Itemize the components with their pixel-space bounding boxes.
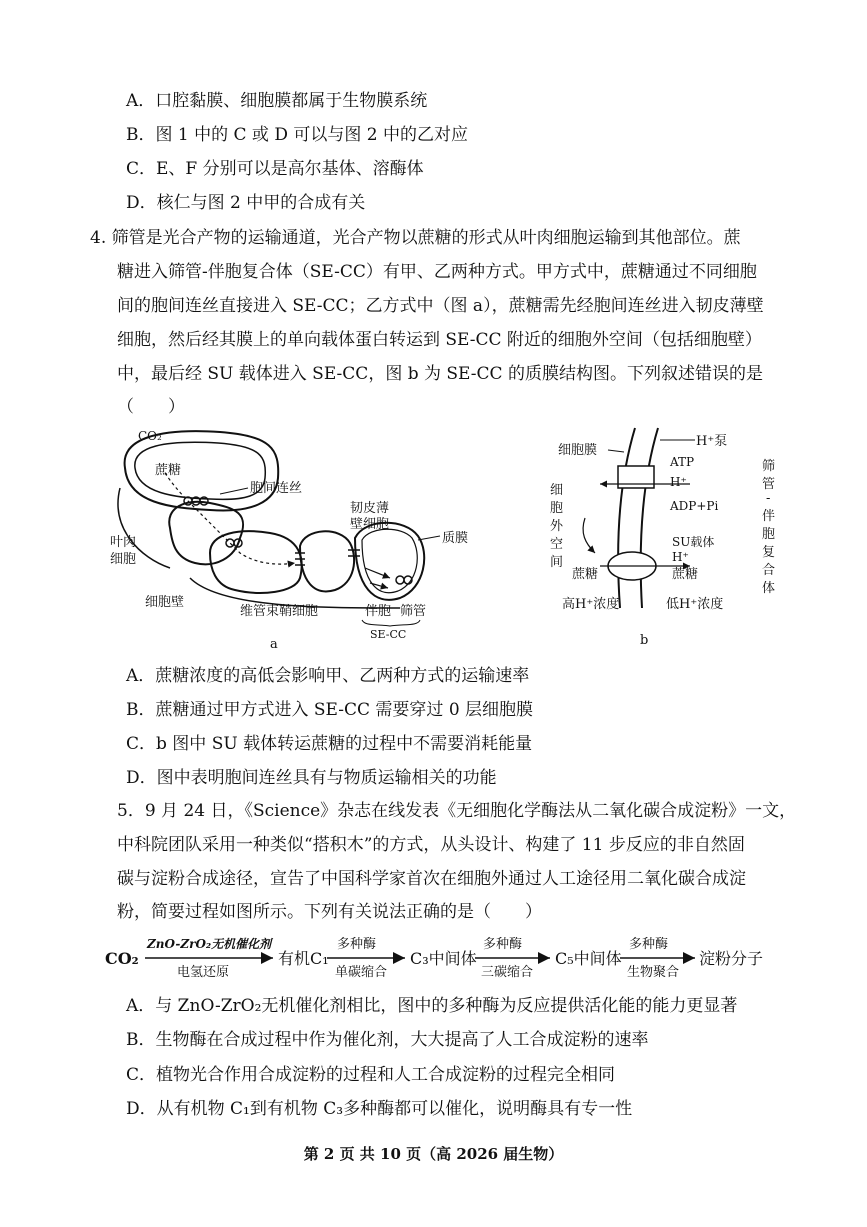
pathway-co2: CO₂ xyxy=(105,949,139,968)
label-complex-2: 管 xyxy=(762,477,776,492)
q5-option-c: C．植物光合作用合成淀粉的过程和人工合成淀粉的过程完全相同 xyxy=(126,1065,616,1085)
label-sieve-tube: 筛管 xyxy=(400,604,427,619)
q4-option-d: D．图中表明胞间连丝具有与物质运输相关的功能 xyxy=(126,768,497,788)
label-se-cc: SE-CC xyxy=(370,628,407,641)
label-extracellular-2: 胞 xyxy=(550,501,564,516)
q5-stem-line-1: 5．9 月 24 日，《Science》杂志在线发表《无细胞化学酶法从二氧化碳合成淀粉》一文， xyxy=(117,801,797,821)
q4-stem-line-2: 糖进入筛管-伴胞复合体（SE-CC）有甲、乙两种方式。甲方式中，蔗糖通过不同细胞 xyxy=(117,262,757,282)
label-cell-membrane: 细胞膜 xyxy=(558,443,598,458)
label-extracellular-4: 空 xyxy=(550,537,564,552)
label-adp: ADP+Pi xyxy=(670,499,719,513)
label-extracellular-5: 间 xyxy=(550,555,564,570)
q5-stem-line-2: 中科院团队采用一种类似“搭积木”的方式，从头设计、构建了 11 步反应的非自然固 xyxy=(117,835,745,855)
pathway-c1: 有机C₁ xyxy=(278,949,329,968)
q5-option-d: D．从有机物 C₁到有机物 C₃多种酶都可以催化，说明酶具有专一性 xyxy=(126,1099,633,1119)
q4-stem-line-4: 细胞，然后经其膜上的单向载体蛋白转运到 SE-CC 附近的细胞外空间（包括细胞壁） xyxy=(117,330,762,350)
q5-stem-line-4: 粉，简要过程如图所示。下列有关说法正确的是（ ） xyxy=(117,902,542,922)
label-complex-1: 筛 xyxy=(762,459,776,474)
q5-option-b: B．生物酶在合成过程中作为催化剂，大大提高了人工合成淀粉的速率 xyxy=(126,1030,649,1050)
label-complex-8: 体 xyxy=(762,581,776,596)
label-high-h: 高H⁺浓度 xyxy=(562,597,620,612)
label-companion: 伴胞 xyxy=(365,604,392,619)
q3-option-b: B．图 1 中的 C 或 D 可以与图 2 中的乙对应 xyxy=(126,125,468,145)
pathway-catalyst-top: ZnO-ZrO₂无机催化剂 xyxy=(147,937,272,951)
label-extracellular-3: 外 xyxy=(550,519,564,534)
label-atp: ATP xyxy=(670,455,695,469)
q5-option-a: A．与 ZnO-ZrO₂无机催化剂相比，图中的多种酶为反应提供活化能的能力更显著 xyxy=(126,996,738,1016)
q5-stem-line-3: 碳与淀粉合成途径，宣告了中国科学家首次在细胞外通过人工途径用二氧化碳合成淀 xyxy=(117,869,746,889)
label-phloem-parenchyma-1: 韧皮薄 xyxy=(350,501,390,516)
q3-option-d: D．核仁与图 2 中甲的合成有关 xyxy=(126,193,366,213)
label-phloem-parenchyma-2: 壁细胞 xyxy=(350,517,390,532)
label-su-carrier: SU载体 xyxy=(672,535,715,549)
q3-option-c: C．E、F 分别可以是高尔基体、溶酶体 xyxy=(126,159,424,179)
pathway-enzyme-3-bottom: 生物聚合 xyxy=(627,965,680,980)
starch-synthesis-pathway xyxy=(105,934,785,984)
label-extracellular-1: 细 xyxy=(550,483,564,498)
pathway-starch: 淀粉分子 xyxy=(699,949,764,968)
label-h-plus-2: H⁺ xyxy=(672,550,689,564)
label-plasma-membrane: 质膜 xyxy=(442,531,469,546)
q4-option-b: B．蔗糖通过甲方式进入 SE-CC 需要穿过 0 层细胞膜 xyxy=(126,700,534,720)
label-complex-7: 合 xyxy=(762,563,776,578)
label-sucrose: 蔗糖 xyxy=(155,463,182,478)
figure-b-membrane-structure xyxy=(540,418,800,650)
pathway-enzyme-1-top: 多种酶 xyxy=(337,937,377,952)
label-low-h: 低H⁺浓度 xyxy=(666,597,724,612)
label-plasmodesmata: 胞间连丝 xyxy=(250,481,303,496)
label-cell-wall: 细胞壁 xyxy=(145,595,185,610)
label-complex-3: - xyxy=(766,491,771,506)
label-complex-5: 胞 xyxy=(762,527,776,542)
figure-a-sucrose-transport xyxy=(100,418,520,650)
pathway-catalyst-bottom: 电氢还原 xyxy=(177,965,230,980)
label-mesophyll-2: 细胞 xyxy=(110,552,137,567)
label-sucrose-left: 蔗糖 xyxy=(572,567,599,582)
q4-stem-line-3: 间的胞间连丝直接进入 SE-CC；乙方式中（图 a），蔗糖需先经胞间连丝进入韧皮薄壁 xyxy=(117,296,764,316)
pathway-enzyme-2-bottom: 三碳缩合 xyxy=(481,965,534,980)
page-footer: 第 2 页 共 10 页（高 2026 届生物） xyxy=(303,1145,564,1163)
label-h-plus: H⁺ xyxy=(670,475,687,489)
figure-b-caption: b xyxy=(640,633,649,648)
q3-option-a: A．口腔黏膜、细胞膜都属于生物膜系统 xyxy=(126,91,428,111)
pathway-enzyme-2-top: 多种酶 xyxy=(483,937,523,952)
label-complex-6: 复 xyxy=(762,545,776,560)
label-mesophyll-1: 叶肉 xyxy=(110,535,137,550)
q4-stem-line-5: 中，最后经 SU 载体进入 SE-CC，图 b 为 SE-CC 的质膜结构图。下列叙述错误的是 xyxy=(117,364,763,384)
q4-option-a: A．蔗糖浓度的高低会影响甲、乙两种方式的运输速率 xyxy=(126,666,530,686)
q4-option-c: C．b 图中 SU 载体转运蔗糖的过程中不需要消耗能量 xyxy=(126,734,533,754)
pathway-enzyme-3-top: 多种酶 xyxy=(629,937,669,952)
pathway-c3: C₃中间体 xyxy=(410,949,477,968)
pathway-c5: C₅中间体 xyxy=(555,949,622,968)
label-bundle-sheath: 维管束鞘细胞 xyxy=(240,604,319,619)
label-co2: CO₂ xyxy=(138,429,162,443)
label-complex-4: 伴 xyxy=(762,509,776,524)
pathway-enzyme-1-bottom: 单碳缩合 xyxy=(335,965,388,980)
label-sucrose-right: 蔗糖 xyxy=(672,567,699,582)
label-h-pump: H⁺泵 xyxy=(696,434,728,449)
q4-answer-bracket: （ ） xyxy=(117,397,185,417)
q4-stem-line-1: 4. 筛管是光合产物的运输通道，光合产物以蔗糖的形式从叶肉细胞运输到其他部位。蔗 xyxy=(90,228,741,248)
figure-a-caption: a xyxy=(270,637,278,650)
